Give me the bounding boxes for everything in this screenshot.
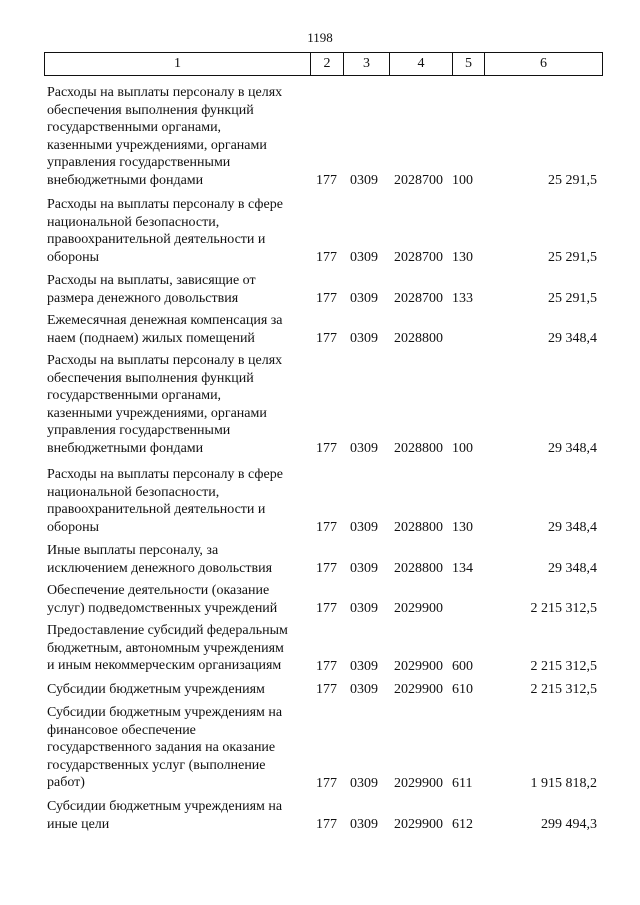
row-amount: 29 348,4	[548, 520, 597, 535]
row-description: Расходы на выплаты, зависящие от размера денежного довольствия	[47, 273, 256, 306]
row-ministry-code: 177	[316, 331, 337, 346]
row-expense-type: 611	[452, 776, 473, 791]
column-header-1: 1	[45, 53, 311, 76]
table-row	[0, 352, 640, 464]
row-section-code: 0309	[350, 173, 378, 188]
row-section-code: 0309	[350, 601, 378, 616]
row-amount: 299 494,3	[541, 817, 597, 832]
column-header-row	[45, 53, 603, 76]
row-description: Расходы на выплаты персоналу в целях обеспечения выполнения функций государственными органами, казенными учреждениями, органами управления государственными внебюджетными фондами	[47, 353, 283, 456]
row-target-code: 2028800	[394, 561, 443, 576]
row-target-code: 2029900	[394, 776, 443, 791]
table-row	[0, 84, 640, 198]
row-section-code: 0309	[350, 817, 378, 832]
row-description: Субсидии бюджетным учреждениям на финансовое обеспечение государственного задания на оказание государственных услуг (выполнение работ)	[47, 705, 283, 791]
table-row	[0, 312, 640, 352]
row-amount: 2 215 312,5	[530, 601, 597, 616]
row-target-code: 2028700	[394, 173, 443, 188]
row-description: Иные выплаты персоналу, за исключением денежного довольствия	[47, 543, 273, 576]
budget-rows	[0, 84, 640, 832]
row-description: Субсидии бюджетным учреждениям на иные цели	[47, 799, 283, 832]
column-header-4: 4	[390, 53, 453, 76]
row-ministry-code: 177	[316, 659, 337, 674]
row-expense-type: 134	[452, 561, 473, 576]
row-section-code: 0309	[350, 291, 378, 306]
table-row	[0, 542, 640, 582]
row-expense-type: 130	[452, 520, 473, 535]
row-target-code: 2029900	[394, 601, 443, 616]
row-section-code: 0309	[350, 682, 378, 697]
row-amount: 25 291,5	[548, 291, 597, 306]
row-section-code: 0309	[350, 331, 378, 346]
table-row	[0, 196, 640, 271]
column-header-3: 3	[344, 53, 390, 76]
row-target-code: 2028700	[394, 250, 443, 265]
row-expense-type: 600	[452, 659, 473, 674]
row-ministry-code: 177	[316, 682, 337, 697]
row-target-code: 2028800	[394, 520, 443, 535]
row-target-code: 2028800	[394, 441, 443, 456]
row-description: Расходы на выплаты персоналу в целях обеспечения выполнения функций государственными органами, казенными учреждениями, органами управления государственными внебюджетными фондами	[47, 85, 283, 188]
row-target-code: 2028700	[394, 291, 443, 306]
table-row	[0, 272, 640, 312]
table-row	[0, 798, 640, 838]
row-ministry-code: 177	[316, 520, 337, 535]
row-amount: 2 215 312,5	[530, 659, 597, 674]
table-row	[0, 622, 640, 680]
row-ministry-code: 177	[316, 441, 337, 456]
row-ministry-code: 177	[316, 173, 337, 188]
row-expense-type: 100	[452, 173, 473, 188]
row-amount: 29 348,4	[548, 331, 597, 346]
table-row	[0, 681, 640, 703]
row-description: Расходы на выплаты персоналу в сфере национальной безопасности, правоохранительной деятельности и обороны	[47, 197, 283, 265]
row-description: Субсидии бюджетным учреждениям	[47, 682, 265, 697]
row-target-code: 2029900	[394, 682, 443, 697]
row-amount: 25 291,5	[548, 250, 597, 265]
row-amount: 25 291,5	[548, 173, 597, 188]
row-target-code: 2029900	[394, 659, 443, 674]
row-amount: 2 215 312,5	[530, 682, 597, 697]
table-row	[0, 704, 640, 798]
row-ministry-code: 177	[316, 601, 337, 616]
row-description: Предоставление субсидий федеральным бюджетным, автономным учреждениям и иным некоммерческим организациям	[47, 623, 288, 674]
row-ministry-code: 177	[316, 561, 337, 576]
column-header-6: 6	[485, 53, 603, 76]
column-header-2: 2	[311, 53, 344, 76]
row-section-code: 0309	[350, 776, 378, 791]
row-amount: 29 348,4	[548, 561, 597, 576]
row-expense-type: 100	[452, 441, 473, 456]
row-section-code: 0309	[350, 441, 378, 456]
row-ministry-code: 177	[316, 291, 337, 306]
row-expense-type: 612	[452, 817, 473, 832]
row-description: Расходы на выплаты персоналу в сфере национальной безопасности, правоохранительной деятельности и обороны	[47, 467, 283, 535]
table-row	[0, 466, 640, 541]
page-number: 1198	[307, 30, 333, 45]
row-expense-type: 133	[452, 291, 473, 306]
column-header-table	[44, 52, 603, 76]
row-expense-type: 130	[452, 250, 473, 265]
row-amount: 29 348,4	[548, 441, 597, 456]
row-ministry-code: 177	[316, 817, 337, 832]
row-section-code: 0309	[350, 520, 378, 535]
row-description: Ежемесячная денежная компенсация за наем (поднаем) жилых помещений	[47, 313, 283, 346]
row-expense-type: 610	[452, 682, 473, 697]
row-description: Обеспечение деятельности (оказание услуг) подведомственных учреждений	[47, 583, 278, 616]
row-ministry-code: 177	[316, 776, 337, 791]
row-ministry-code: 177	[316, 250, 337, 265]
row-target-code: 2028800	[394, 331, 443, 346]
row-target-code: 2029900	[394, 817, 443, 832]
column-header-5: 5	[453, 53, 485, 76]
table-row	[0, 582, 640, 622]
row-amount: 1 915 818,2	[530, 776, 597, 791]
row-section-code: 0309	[350, 250, 378, 265]
row-section-code: 0309	[350, 561, 378, 576]
row-section-code: 0309	[350, 659, 378, 674]
